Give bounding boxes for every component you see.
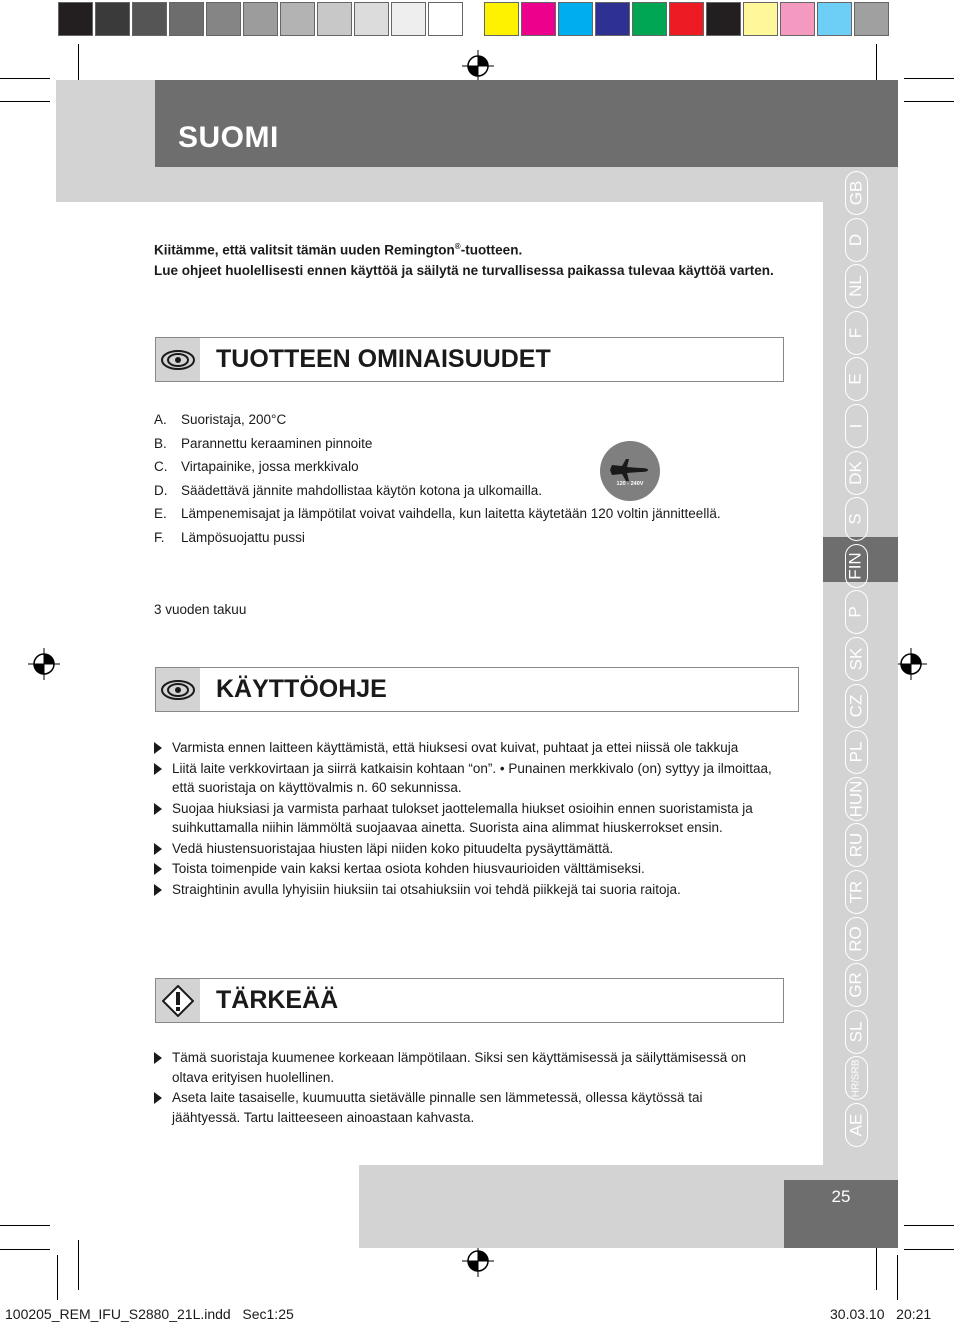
bullet-text: Tämä suoristaja kuumenee korkeaan lämpötilaan. Siksi sen käyttämisessä ja säilyttämisessä on oltava erityisen huolellinen. <box>172 1050 747 1085</box>
language-tab-label: D <box>846 233 865 246</box>
language-tab-label: SL <box>845 1021 865 1043</box>
language-tab-label: NL <box>846 275 866 298</box>
bullet-triangle-icon <box>154 742 162 754</box>
language-tab-outline <box>845 1056 868 1100</box>
color-swatch <box>706 2 741 36</box>
color-calibration-bar <box>58 0 896 38</box>
bullet-item <box>154 839 774 859</box>
feature-letter: B. <box>154 435 167 451</box>
bullet-text: Toista toimenpide vain kaksi kertaa osiota kohden hiusvaurioiden välttämiseksi. <box>172 861 645 876</box>
language-tab-label: RU <box>846 833 865 858</box>
language-tab-d[interactable] <box>833 217 879 263</box>
color-swatch <box>632 2 667 36</box>
color-swatch <box>206 2 241 36</box>
color-swatch <box>391 2 426 36</box>
feature-item <box>154 526 754 550</box>
bullet-item <box>154 738 774 758</box>
color-swatch <box>780 2 815 36</box>
bullet-item <box>154 880 774 900</box>
language-tab-outline <box>845 730 868 774</box>
language-tab-dk[interactable] <box>833 450 879 496</box>
features-list <box>154 408 754 549</box>
eye-icon <box>156 668 200 711</box>
registration-mark-icon <box>462 50 494 82</box>
bullet-text: Varmista ennen laitteen käyttämistä, että hiuksesi ovat kuivat, puhtaat ja ettei niissä ole takkuja <box>172 740 739 755</box>
feature-text: Parannettu keraaminen pinnoite <box>181 435 373 451</box>
color-swatch <box>354 2 389 36</box>
language-tab-hr-srb[interactable] <box>833 1055 879 1101</box>
language-tab-outline <box>845 171 868 215</box>
registration-mark-icon <box>895 648 927 680</box>
warranty-text: 3 vuoden takuu <box>154 602 247 617</box>
intro-line1-suffix: -tuotteen. <box>460 242 523 258</box>
page-title: SUOMI <box>178 121 279 154</box>
page-number-box <box>784 1180 898 1248</box>
airplane-icon <box>600 441 660 501</box>
language-tab-outline <box>845 963 868 1007</box>
crop-mark <box>904 1225 954 1226</box>
bullet-triangle-icon <box>154 1092 162 1104</box>
feature-item <box>154 432 754 456</box>
language-tab-label: HR/SRB <box>850 1059 862 1098</box>
bullet-item <box>154 1048 774 1087</box>
language-tab-label: SK <box>846 647 865 671</box>
bullet-item <box>154 799 774 838</box>
language-tab-hun[interactable] <box>833 776 879 822</box>
footer-file-info: 100205_REM_IFU_S2880_21L.indd Sec1:25 <box>5 1306 294 1322</box>
page-number: 25 <box>831 1187 851 1206</box>
color-swatch <box>484 2 519 36</box>
language-tab-label: CZ <box>846 694 866 717</box>
language-tab-e[interactable] <box>833 356 879 402</box>
language-tab-label: DK <box>846 460 865 485</box>
feature-item <box>154 455 754 479</box>
language-tab-pl[interactable] <box>833 729 879 775</box>
color-swatch <box>95 2 130 36</box>
language-tab-label: PL <box>845 741 865 763</box>
language-tab-outline <box>845 544 868 588</box>
registered-mark: ® <box>454 242 461 251</box>
color-swatch <box>280 2 315 36</box>
language-tab-outline <box>845 823 868 867</box>
language-tab-sl[interactable] <box>833 1009 879 1055</box>
language-tab-label: I <box>845 423 865 429</box>
feature-letter: D. <box>154 482 168 498</box>
language-tab-ae[interactable] <box>833 1102 879 1148</box>
language-tab-outline <box>845 497 868 541</box>
feature-letter: C. <box>154 459 168 474</box>
language-tab-label: GB <box>846 180 865 206</box>
crop-mark <box>904 1249 954 1250</box>
intro-text <box>154 237 794 281</box>
crop-mark <box>897 1255 898 1300</box>
language-tab-s[interactable] <box>833 496 879 542</box>
color-swatch <box>58 2 93 36</box>
crop-mark <box>904 101 954 102</box>
language-tab-label: F <box>845 327 865 338</box>
section-header-usage <box>155 667 799 712</box>
voltage-label: 120 - 240V <box>616 481 644 487</box>
language-tab-outline <box>845 637 868 681</box>
color-swatch <box>317 2 352 36</box>
color-swatch <box>558 2 593 36</box>
bullet-text: Liitä laite verkkovirtaan ja siirrä katkaisin kohtaan “on”. • Punainen merkkivalo (on) syttyy ja ilmoittaa, että suoristaja on käyttövalmis n. 60 sekunnissa. <box>172 760 772 795</box>
language-tab-nl[interactable] <box>833 263 879 309</box>
language-tab-gr[interactable] <box>833 962 879 1008</box>
bullet-text: Straightinin avulla lyhyisiin hiuksiin tai otsahiuksiin voi tehdä piikkejä tai suoria raitoja. <box>172 881 681 897</box>
usage-list <box>154 738 774 900</box>
crop-mark <box>0 78 50 79</box>
section-header-important <box>155 978 784 1023</box>
language-tab-sk[interactable] <box>833 636 879 682</box>
feature-letter: A. <box>154 412 167 427</box>
language-tab-label: AE <box>846 1113 865 1137</box>
language-tab-p[interactable] <box>833 589 879 635</box>
bullet-triangle-icon <box>154 803 162 815</box>
color-swatch <box>243 2 278 36</box>
feature-item <box>154 502 754 526</box>
bullet-text: Vedä hiustensuoristajaa hiusten läpi niiden koko pituudelta pysäyttämättä. <box>172 840 614 856</box>
language-tab-outline <box>845 357 868 401</box>
language-tab-outline <box>845 218 868 262</box>
language-tab-outline <box>845 777 868 821</box>
language-tab-outline <box>845 870 868 914</box>
crop-mark <box>904 78 954 79</box>
bullet-triangle-icon <box>154 763 162 775</box>
feature-text: Suoristaja, 200°C <box>181 412 287 427</box>
language-tab-outline <box>845 1010 868 1054</box>
bullet-triangle-icon <box>154 1052 162 1064</box>
feature-item <box>154 408 754 432</box>
section-title: TÄRKEÄÄ <box>216 986 339 1014</box>
language-tab-label: E <box>846 373 865 386</box>
important-list <box>154 1048 774 1128</box>
crop-mark <box>57 1255 58 1300</box>
language-tab-outline <box>845 404 868 448</box>
feature-letter: F. <box>154 529 165 545</box>
color-swatch <box>743 2 778 36</box>
intro-line2: Lue ohjeet huolellisesti ennen käyttöä ja säilytä ne turvallisessa paikassa tulevaa käyttöä varten. <box>154 262 774 278</box>
language-tab-cz[interactable] <box>833 683 879 729</box>
bullet-triangle-icon <box>154 884 162 896</box>
feature-text: Säädettävä jännite mahdollistaa käytön kotona ja ulkomailla. <box>181 482 542 498</box>
bullet-text: Suojaa hiuksiasi ja varmista parhaat tulokset jaottelemalla hiukset osioihin ennen suoristamista ja suihkuttamalla niihin lämmöltä suojaavaa ainetta. Suorista aina alimmat hiuskerrokset ensin. <box>172 800 753 835</box>
language-tab-ro[interactable] <box>833 916 879 962</box>
language-tab-outline <box>845 917 868 961</box>
registration-mark-icon <box>28 648 60 680</box>
feature-item <box>154 479 754 503</box>
color-swatch <box>595 2 630 36</box>
footer-timestamp: 30.03.10 20:21 <box>830 1306 932 1322</box>
language-tab-outline <box>845 451 868 495</box>
feature-letter: E. <box>154 506 167 521</box>
feature-text: Lämpenemisajat ja lämpötilat voivat vaihdella, kun laitetta käytetään 120 voltin jännitteellä. <box>181 506 721 521</box>
color-swatch <box>169 2 204 36</box>
language-tab-f[interactable] <box>833 310 879 356</box>
crop-mark <box>78 1240 79 1290</box>
language-tab-outline <box>845 684 868 728</box>
section-header-features <box>155 337 784 382</box>
language-tab-i[interactable] <box>833 403 879 449</box>
language-tab-label: HUN <box>846 780 865 818</box>
crop-mark <box>0 1225 50 1226</box>
intro-line1: Kiitämme, että valitsit tämän uuden Remington <box>154 242 455 258</box>
language-tab-label: TR <box>846 880 866 904</box>
airplane-voltage-badge <box>600 441 660 501</box>
language-tab-outline <box>845 311 868 355</box>
language-tab-outline <box>845 590 868 634</box>
bullet-text: Aseta laite tasaiselle, kuumuutta sietävälle pinnalle sen lämmetessä, ollessa käytössä tai jäähtyessä. Tartu laitteeseen ainoastaan kahvasta. <box>172 1090 703 1125</box>
bullet-item <box>154 859 774 879</box>
bullet-triangle-icon <box>154 863 162 875</box>
feature-text: Virtapainike, jossa merkkivalo <box>181 459 359 474</box>
color-swatch <box>817 2 852 36</box>
language-tab-label: S <box>846 513 865 525</box>
language-tab-outline <box>845 1103 868 1147</box>
bullet-item <box>154 759 774 798</box>
crop-mark <box>0 101 50 102</box>
color-swatch <box>132 2 167 36</box>
language-tab-label: P <box>846 606 865 619</box>
color-swatch <box>669 2 704 36</box>
warning-icon <box>156 979 200 1022</box>
section-title: TUOTTEEN OMINAISUUDET <box>216 345 551 373</box>
eye-icon <box>156 338 200 381</box>
language-tab-fin[interactable] <box>833 543 879 589</box>
crop-mark <box>0 1249 50 1250</box>
language-tab-outline <box>845 264 868 308</box>
bullet-item <box>154 1088 774 1127</box>
bullet-triangle-icon <box>154 843 162 855</box>
language-tab-label: FIN <box>846 552 866 580</box>
color-swatch <box>854 2 889 36</box>
registration-mark-icon <box>462 1245 494 1277</box>
color-swatch <box>428 2 463 36</box>
language-tab-label: RO <box>846 925 865 952</box>
feature-text: Lämpösuojattu pussi <box>181 529 305 545</box>
language-tab-ru[interactable] <box>833 822 879 868</box>
color-swatch <box>521 2 556 36</box>
language-tab-tr[interactable] <box>833 869 879 915</box>
language-tab-label: GR <box>846 972 865 998</box>
language-tab-gb[interactable] <box>833 170 879 216</box>
section-title: KÄYTTÖOHJE <box>216 675 387 703</box>
